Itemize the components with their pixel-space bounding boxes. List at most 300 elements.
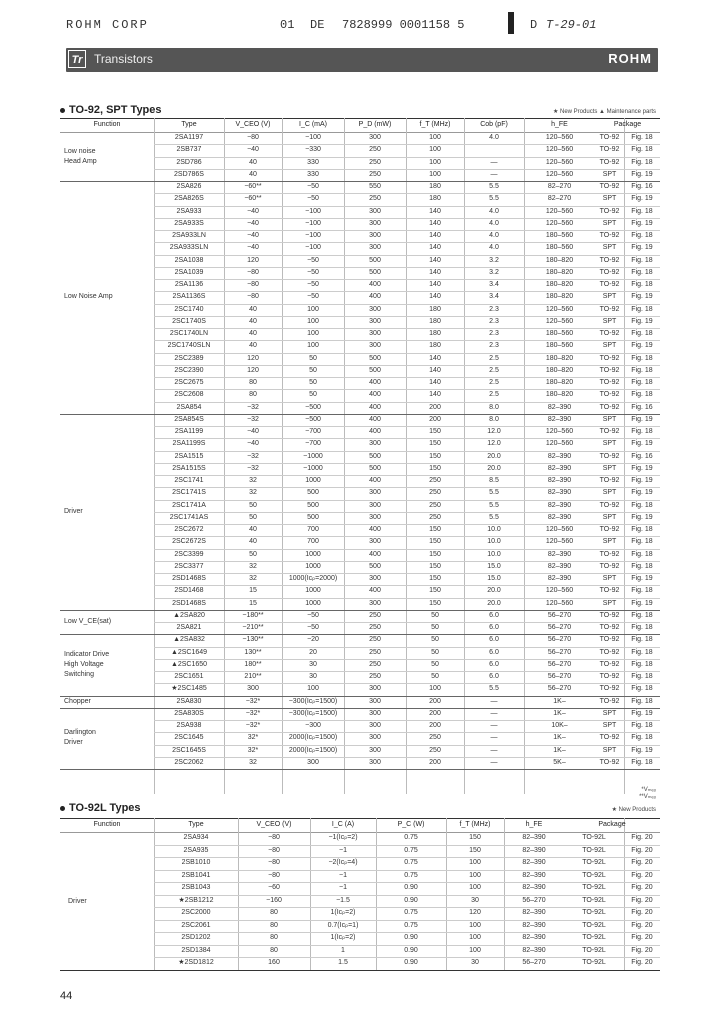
table-cell: Fig. 18 [631, 428, 653, 435]
table-cell: 2SD1468S [172, 599, 206, 607]
table-cell: 40 [249, 342, 257, 350]
table-cell: −40 [247, 232, 259, 239]
table-cell: 2SA1136S [172, 293, 206, 301]
table-cell: 150 [429, 599, 441, 607]
table-cell: −1000 [303, 464, 323, 472]
table-cell: 40 [249, 158, 257, 166]
table-cell: 56–270 [522, 896, 546, 904]
table-cell: 2SC1651 [174, 673, 204, 680]
table-cell: Fig. 20 [631, 834, 653, 841]
table-cell: 180 [429, 342, 441, 350]
table-row [60, 957, 660, 970]
table-cell: Fig. 20 [631, 896, 653, 904]
table-cell: Fig. 19 [631, 575, 653, 582]
table-cell: Fig. 19 [631, 415, 653, 423]
table-cell: 400 [369, 379, 381, 386]
table-cell: 82–390 [522, 934, 546, 941]
table-cell: SPT [602, 575, 617, 582]
header-code-4: D [530, 18, 538, 32]
table-cell: 300 [369, 599, 381, 607]
table-cell: Fig. 18 [631, 587, 653, 595]
table-cell: TO-92 [599, 305, 620, 313]
table-cell: 250 [369, 146, 381, 154]
table-cell: 120 [469, 909, 481, 916]
table-cell: 82–390 [547, 403, 572, 411]
table-row [60, 708, 660, 720]
table-cell: 15.0 [487, 575, 501, 582]
table-cell: Fig. 18 [631, 232, 653, 239]
section2-title-text: TO-92L Types [69, 802, 141, 814]
table-cell: 250 [369, 624, 381, 631]
table-cell: 2SA1199 [174, 428, 204, 435]
table-cell: 2SC2061 [181, 921, 211, 929]
table-cell: 140 [429, 366, 441, 374]
table-cell: −40 [247, 207, 259, 215]
table-cell: 130** [244, 648, 262, 656]
table-cell: 82–390 [522, 834, 546, 841]
table-cell: −32 [247, 452, 259, 460]
section1-footnote-1: *Vₘₑₒ [641, 787, 656, 793]
table-row [60, 882, 660, 895]
table-cell: Fig. 18 [631, 158, 653, 166]
header-code-3: 7828999 0001158 5 [342, 18, 465, 32]
table-cell: −32* [245, 697, 261, 705]
table-cell: 2SC3399 [174, 550, 204, 558]
table-cell: TO-92L [582, 884, 606, 891]
table-cell: Fig. 19 [631, 746, 653, 754]
table-cell: 2.3 [489, 342, 499, 350]
table-cell: 300 [369, 489, 381, 497]
table-cell: 300 [369, 440, 381, 448]
table-cell: 8.0 [489, 403, 499, 411]
table-cell: 30 [309, 660, 317, 668]
table-cell: TO-92 [599, 183, 620, 190]
table-cell: 120 [247, 354, 259, 362]
table-cell: 10.0 [487, 526, 501, 533]
table-cell: 50 [309, 391, 317, 399]
table-row [60, 242, 660, 254]
table-cell: −130** [242, 636, 264, 644]
table-cell: Fig. 18 [631, 673, 653, 680]
table-row [60, 206, 660, 218]
to92-spt-table [60, 118, 660, 794]
table-cell: 82–390 [522, 909, 546, 916]
table-cell [464, 144, 524, 156]
table-cell: 2SB737 [176, 146, 202, 154]
table-cell: 2SC1741A [172, 501, 206, 509]
table-cell: Fig. 18 [631, 660, 653, 668]
table-cell: 140 [429, 232, 441, 239]
column-header: Function [93, 821, 121, 828]
table-cell: 6.0 [489, 660, 499, 668]
table-row [60, 622, 660, 634]
table-cell: 200 [429, 415, 441, 423]
table-cell: 140 [429, 281, 441, 288]
table-cell: 700 [307, 538, 319, 546]
table-cell: 250 [429, 513, 441, 521]
table-cell: 400 [369, 403, 381, 411]
table-cell: 2SD786S [174, 170, 204, 178]
table-row [60, 832, 660, 845]
table-cell: 2SD786 [176, 158, 202, 166]
table-cell: 56–270 [547, 685, 572, 693]
table-cell: 120–560 [545, 599, 574, 607]
table-cell: 2SC2062 [174, 758, 204, 766]
table-cell: 120–560 [545, 170, 574, 178]
table-row [60, 193, 660, 205]
table-cell: Fig. 18 [631, 379, 653, 386]
table-cell: 300 [369, 134, 381, 141]
table-cell: Fig. 18 [631, 256, 653, 264]
table-cell: 300 [369, 575, 381, 582]
table-cell: 150 [429, 575, 441, 582]
table-cell: −50 [307, 611, 319, 619]
table-cell: 150 [429, 428, 441, 435]
table-cell: — [490, 158, 498, 166]
table-row [60, 389, 660, 401]
table-cell: 6.0 [489, 648, 499, 656]
table-cell: 250 [369, 636, 381, 644]
table-cell: 82–390 [522, 859, 546, 866]
table-row [60, 255, 660, 267]
table-cell: TO-92 [599, 550, 620, 558]
table-cell: 2SA934 [183, 834, 209, 841]
table-cell: 2.5 [489, 379, 499, 386]
table-cell: 250 [429, 477, 441, 484]
table-cell: 2SA854 [176, 403, 202, 411]
table-cell: −40 [247, 428, 259, 435]
table-row [60, 340, 660, 352]
table-cell: 120 [247, 366, 259, 374]
table-cell: 0.90 [404, 959, 418, 966]
table-cell: SPT [602, 709, 617, 717]
table-row [60, 757, 660, 769]
table-cell: 8.0 [489, 415, 499, 423]
table-cell: TO-92 [599, 611, 620, 619]
function-label: Low Noise Amp [64, 293, 113, 301]
table-row [60, 475, 660, 487]
table-cell: 20 [309, 648, 317, 656]
table-cell: 56–270 [547, 648, 572, 656]
table-cell: TO-92 [599, 673, 620, 680]
function-label: High Voltage [64, 660, 104, 668]
table-cell: 2SC2675 [174, 379, 204, 386]
table-cell: −32 [247, 464, 259, 472]
table-cell: 180 [429, 330, 441, 337]
table-cell: 32* [247, 746, 259, 754]
table-row [60, 279, 660, 291]
table-cell: 0.90 [404, 934, 418, 941]
table-cell: 2.5 [489, 354, 499, 362]
table-row [60, 181, 660, 193]
table-cell: ▲2SA820 [173, 611, 205, 619]
table-cell: 500 [369, 452, 381, 460]
table-cell: 2SC1740LN [169, 330, 209, 337]
table-row [60, 500, 660, 512]
section1-legend: ★ New Products ▲ Maintenance parts [552, 109, 656, 115]
table-cell: 300 [369, 513, 381, 521]
table-cell: −700 [305, 440, 321, 448]
table-cell: Fig. 18 [631, 636, 653, 644]
table-cell: 82–390 [547, 477, 572, 484]
table-cell: 56–270 [547, 624, 572, 631]
table-cell: Fig. 20 [631, 846, 653, 854]
table-cell: SPT [602, 244, 617, 252]
function-label: Low noise [64, 147, 96, 155]
table-cell: — [490, 697, 498, 705]
table-cell: −1(Iᴄₚ=2) [328, 834, 358, 841]
table-cell: 500 [307, 489, 319, 497]
table-cell: −80 [268, 834, 280, 841]
table-row [60, 402, 660, 414]
table-cell: TO-92 [599, 648, 620, 656]
table-cell: 150 [429, 562, 441, 570]
table-cell: 2.3 [489, 305, 499, 313]
table-cell: 12.0 [487, 440, 501, 448]
table-cell: 180–820 [545, 268, 574, 276]
table-cell: 4.0 [489, 244, 499, 252]
table-cell: 82–390 [547, 452, 572, 460]
table-cell: Fig. 20 [631, 871, 653, 879]
table-cell: SPT [602, 722, 617, 729]
table-cell: 100 [469, 934, 481, 941]
table-cell: 140 [429, 379, 441, 386]
table-cell: 2SA826 [176, 183, 202, 190]
table-cell: 500 [307, 501, 319, 509]
table-cell: 300 [369, 305, 381, 313]
table-cell: 1000 [305, 562, 321, 570]
table-cell: Fig. 19 [631, 170, 653, 178]
table-cell: 2SA1199S [172, 440, 206, 448]
table-cell: Fig. 20 [631, 859, 653, 866]
table-row [60, 132, 660, 144]
table-row [60, 585, 660, 597]
table-cell: 300 [369, 219, 381, 227]
table-cell: SPT [602, 599, 617, 607]
table-cell: 150 [429, 587, 441, 595]
table-cell: 0.75 [404, 859, 418, 866]
table-cell: 1000 [305, 477, 321, 484]
table-cell: −80 [268, 859, 280, 866]
table-cell: 32 [249, 489, 257, 497]
table-cell: 300 [369, 746, 381, 754]
table-cell: 8.5 [489, 477, 499, 484]
table-cell: 120–560 [545, 587, 574, 595]
table-cell: 3.4 [489, 293, 499, 301]
table-cell: 10K– [551, 722, 568, 729]
table-cell: — [490, 746, 498, 754]
document-header [66, 14, 680, 38]
table-cell: 32 [249, 575, 257, 582]
table-cell: −180** [242, 611, 264, 619]
table-cell: TO-92 [599, 158, 620, 166]
table-cell: TO-92 [599, 134, 620, 141]
column-header: V_CEO (V) [235, 121, 271, 128]
table-cell: 500 [369, 366, 381, 374]
table-cell: 50 [249, 501, 257, 509]
table-row [60, 451, 660, 463]
table-cell: 82–270 [547, 195, 572, 203]
header-code-5: T-29-01 [546, 18, 597, 32]
section2-title [60, 802, 141, 814]
category-banner [66, 48, 658, 72]
table-row [60, 895, 660, 908]
table-cell: −80 [247, 281, 259, 288]
table-cell: 15 [249, 587, 257, 595]
table-cell: −80 [247, 134, 259, 141]
brand-logo: ROHM [608, 51, 652, 66]
table-row [60, 634, 660, 646]
table-cell: 2SA1515 [174, 452, 204, 460]
table-cell: 300 [369, 342, 381, 350]
table-cell: ★2SB1212 [178, 896, 214, 904]
table-cell: 82–390 [522, 871, 546, 879]
table-cell: 2SC2000 [181, 909, 211, 916]
table-cell: 180–560 [545, 232, 574, 239]
table-cell: SPT [602, 464, 617, 472]
table-cell: 120 [247, 256, 259, 264]
table-cell: 1.5 [338, 959, 348, 966]
table-cell: 180–560 [545, 342, 574, 350]
table-row [60, 414, 660, 426]
table-row [60, 218, 660, 230]
table-cell: TO-92L [582, 959, 606, 966]
table-cell: 30 [309, 673, 317, 680]
table-cell: Fig. 18 [631, 501, 653, 509]
table-cell: Fig. 20 [631, 946, 653, 954]
table-cell: 0.75 [404, 909, 418, 916]
table-cell: Fig. 18 [631, 697, 653, 705]
table-cell: 150 [429, 526, 441, 533]
table-row [60, 573, 660, 585]
table-cell: 4.0 [489, 134, 499, 141]
table-row [60, 671, 660, 683]
table-cell: 400 [369, 391, 381, 399]
table-cell: TO-92 [599, 587, 620, 595]
table-cell: 300 [307, 758, 319, 766]
table-cell: TO-92 [599, 403, 620, 411]
table-cell: 250 [369, 660, 381, 668]
table-cell: −1.5 [336, 896, 350, 904]
table-cell: 40 [249, 526, 257, 533]
table-cell: 2SA826S [174, 195, 204, 203]
group-rule [60, 634, 660, 635]
table-cell: −300 [305, 722, 321, 729]
table-cell: 250 [429, 734, 441, 742]
table-cell: 80 [270, 946, 278, 954]
table-cell: 120–560 [545, 440, 574, 448]
table-row [60, 857, 660, 870]
page-number: 44 [60, 990, 73, 1002]
table-cell: 50 [431, 611, 439, 619]
table-cell: −50 [307, 183, 319, 190]
table-cell: 12.0 [487, 428, 501, 435]
table-cell: 2SA1515S [172, 464, 206, 472]
table-cell: 500 [369, 268, 381, 276]
table-cell: 56–270 [547, 611, 572, 619]
table-cell: 2SC1645 [174, 734, 204, 742]
header-bar-mark [508, 12, 514, 34]
table-cell: 80 [270, 934, 278, 941]
table-row [60, 365, 660, 377]
table-cell: 140 [429, 207, 441, 215]
table-row [60, 932, 660, 945]
table-cell: −80 [268, 871, 280, 879]
table-row [60, 696, 660, 708]
table-cell: −100 [305, 232, 321, 239]
table-cell: — [490, 758, 498, 766]
table-cell: −1 [339, 884, 347, 891]
table-cell: 2SD1202 [181, 934, 211, 941]
table-cell: Fig. 18 [631, 648, 653, 656]
table-cell: 30 [471, 959, 479, 966]
table-cell: 6.0 [489, 673, 499, 680]
table-cell: 0.75 [404, 834, 418, 841]
table-cell: 2SC1645S [172, 746, 206, 754]
column-header: f_T (MHz) [419, 121, 451, 128]
table-cell: SPT [602, 195, 617, 203]
section2-legend: ★ New Products [611, 807, 656, 813]
table-row [60, 920, 660, 933]
table-row [60, 720, 660, 732]
table-cell: 2SA933SLN [169, 244, 209, 252]
table-cell: Fig. 18 [631, 526, 653, 533]
table-cell: 300 [369, 709, 381, 717]
table-cell: 300 [369, 538, 381, 546]
table-row [60, 870, 660, 883]
table-cell: −60** [244, 195, 262, 203]
table-cell: 150 [429, 464, 441, 472]
table-cell: Fig. 20 [631, 884, 653, 891]
column-header: Package [613, 121, 642, 128]
table-cell: 400 [369, 281, 381, 288]
table-cell: 2SD1468S [172, 575, 206, 582]
section1-title [60, 104, 162, 116]
table-cell: Fig. 18 [631, 611, 653, 619]
table-cell: 250 [369, 673, 381, 680]
table-cell: 180–820 [545, 256, 574, 264]
table-cell: 300 [369, 317, 381, 325]
table-cell: 82–390 [522, 846, 546, 854]
table-cell: 82–390 [522, 884, 546, 891]
table-cell: Fig. 20 [631, 959, 653, 966]
table-cell: 2.5 [489, 366, 499, 374]
table-cell: 250 [369, 648, 381, 656]
table-cell: 2SC1741S [172, 489, 206, 497]
header-code-2: DE [310, 18, 325, 32]
table-cell: SPT [602, 415, 617, 423]
table-cell: Fig. 18 [631, 330, 653, 337]
table-cell: 50 [431, 673, 439, 680]
table-cell: 700 [307, 526, 319, 533]
table-cell: SPT [602, 170, 617, 178]
table-cell: Fig. 18 [631, 134, 653, 141]
table-cell: Fig. 16 [631, 403, 653, 411]
table-cell: 250 [429, 489, 441, 497]
table-cell: 180–560 [545, 330, 574, 337]
table-cell: 100 [469, 921, 481, 929]
group-rule [60, 414, 660, 415]
table-row [60, 536, 660, 548]
table-cell: 2.3 [489, 317, 499, 325]
table-cell: 300 [369, 697, 381, 705]
table-row [60, 267, 660, 279]
table-cell: 100 [307, 330, 319, 337]
table-cell: −210** [242, 624, 264, 631]
table-cell: 80 [249, 391, 257, 399]
table-cell: 140 [429, 268, 441, 276]
table-cell: 100 [429, 170, 441, 178]
